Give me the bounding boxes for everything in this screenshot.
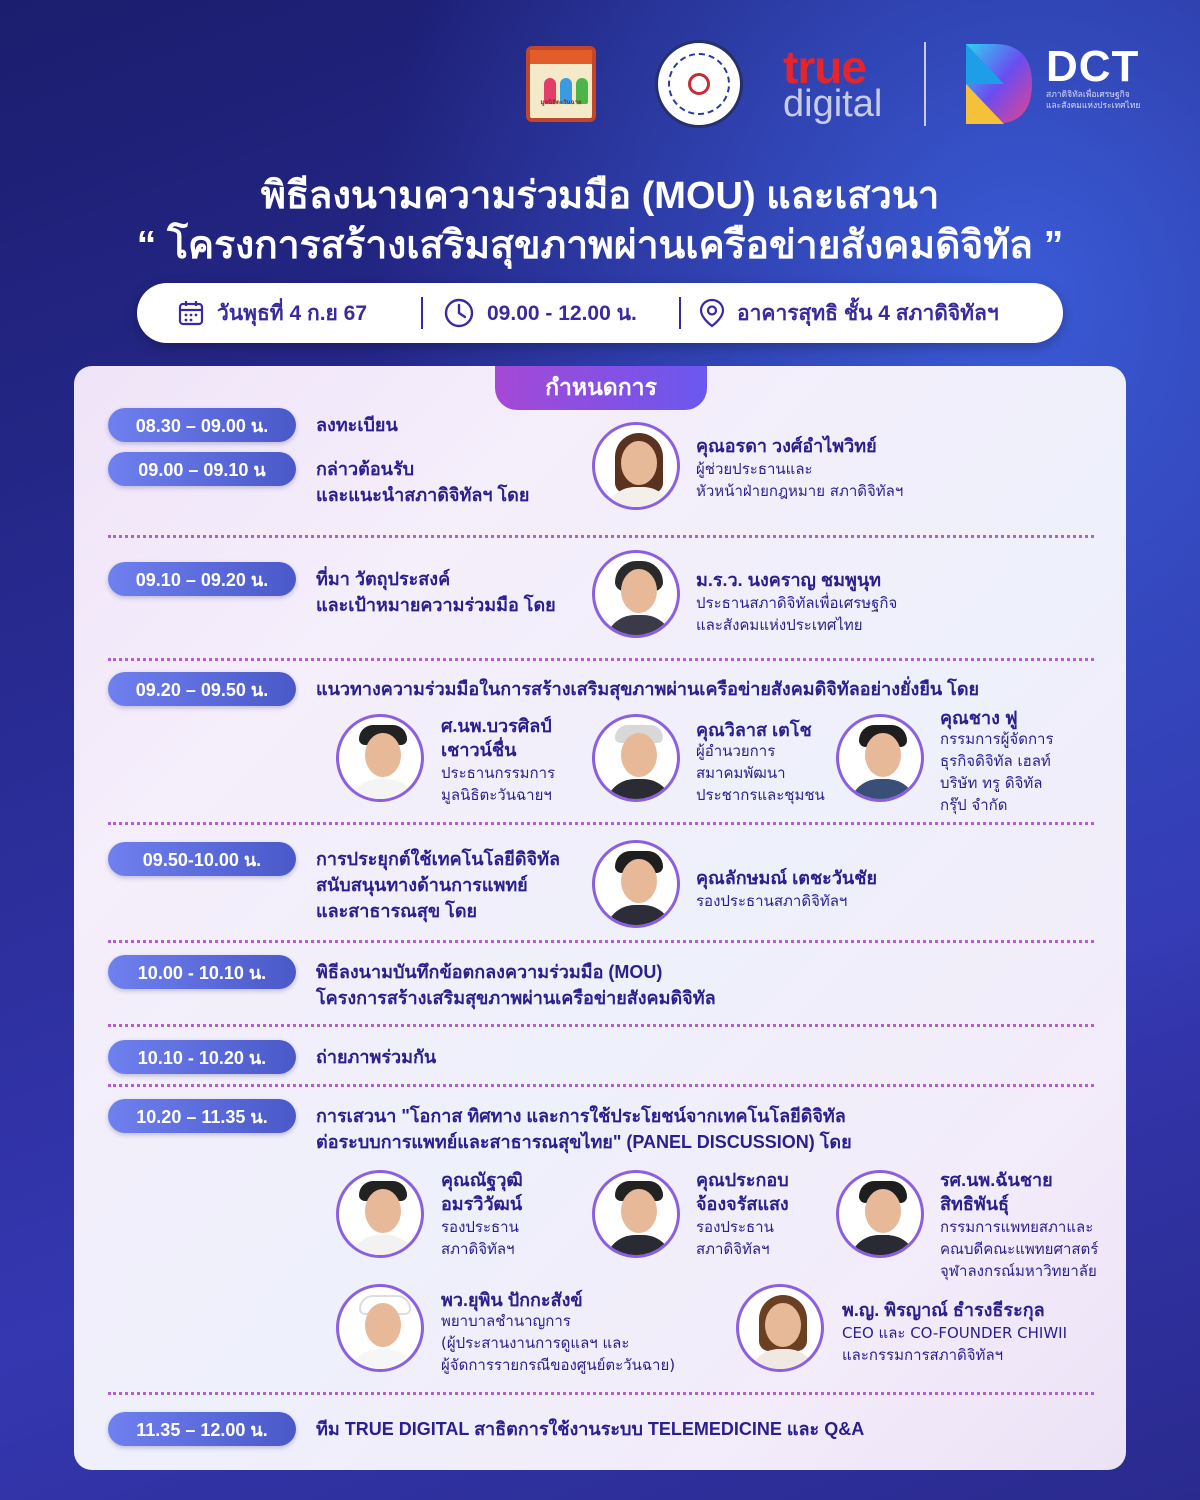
speaker-photo — [592, 422, 680, 510]
section-divider — [108, 1024, 1094, 1027]
speaker-role: และสังคมแห่งประเทศไทย — [696, 616, 863, 634]
speaker-role: คณบดีคณะแพทยศาสตร์ — [940, 1240, 1099, 1258]
event-date: วันพุธที่ 4 ก.ย 67 — [177, 283, 367, 343]
speaker-name: คุณอรดา วงศ์อำไพวิทย์ — [696, 436, 877, 456]
time-pill: 09.50-10.00 น. — [108, 842, 296, 876]
agenda-item-text: กล่าวต้อนรับ — [316, 459, 415, 479]
agenda-item-text: และสาธารณสุข โดย — [316, 901, 478, 921]
speaker-name: คุณชาง ฟู — [940, 708, 1018, 728]
agenda-item-text: การประยุกต์ใช้เทคโนโลยีดิจิทัล — [316, 849, 560, 869]
speaker-photo — [592, 840, 680, 928]
speaker-name: รศ.นพ.ฉันชาย — [940, 1170, 1053, 1190]
section-divider — [108, 822, 1094, 825]
speaker-role: มูลนิธิตะวันฉายฯ — [441, 786, 552, 804]
speaker-photo — [736, 1284, 824, 1372]
speaker-role: ประธานสภาดิจิทัลเพื่อเศรษฐกิจ — [696, 594, 898, 612]
time-pill: 10.00 - 10.10 น. — [108, 955, 296, 989]
speaker-name: คุณวิลาส เตโช — [696, 720, 812, 740]
speaker-name: เชาวน์ชื่น — [441, 740, 517, 760]
speaker-role: กรุ๊ป จำกัด — [940, 796, 1008, 814]
agenda-heading: กำหนดการ — [495, 366, 707, 410]
speaker-name: พ.ญ. พิรญาณ์ ธำรงธีระกุล — [842, 1300, 1045, 1320]
speaker-photo — [336, 1170, 424, 1258]
speaker-role: CEO และ CO-FOUNDER CHIWII — [842, 1324, 1068, 1342]
speaker-name: พว.ยุพิน ปักกะสังข์ — [441, 1290, 583, 1310]
section-divider — [108, 535, 1094, 538]
agenda-item-text: และแนะนำสภาดิจิทัลฯ โดย — [316, 485, 530, 505]
section-divider — [108, 658, 1094, 661]
speaker-role: ประธานกรรมการ — [441, 764, 556, 782]
project-title: “ โครงการสร้างเสริมสุขภาพผ่านเครือข่ายสังคมดิจิทัล ” — [136, 224, 1064, 267]
agenda-item-text: ที่มา วัตถุประสงค์ — [316, 569, 451, 589]
speaker-role: พยาบาลชำนาญการ — [441, 1312, 571, 1330]
speaker-name: ม.ร.ว. นงคราญ ชมพูนุท — [696, 570, 882, 590]
event-time: 09.00 - 12.00 น. — [443, 283, 637, 343]
agenda-item-text: แนวทางความร่วมมือในการสร้างเสริมสุขภาพผ่านเครือข่ายสังคมดิจิทัลอย่างยั่งยืน โดย — [316, 679, 980, 699]
speaker-photo — [592, 714, 680, 802]
speaker-role: สภาดิจิทัลฯ — [441, 1240, 515, 1258]
section-divider — [108, 1392, 1094, 1395]
logo-bar — [0, 38, 1200, 133]
speaker-photo — [336, 714, 424, 802]
agenda-item-text: สนับสนุนทางด้านการแพทย์ — [316, 875, 528, 895]
time-pill: 09.00 – 09.10 น — [108, 452, 296, 486]
event-location: อาคารสุทธิ ชั้น 4 สภาดิจิทัลฯ — [699, 283, 999, 343]
speaker-photo — [592, 1170, 680, 1258]
speaker-name: อมรวิวัฒน์ — [441, 1194, 523, 1214]
info-divider — [421, 297, 423, 329]
speaker-role: รองประธาน — [696, 1218, 774, 1236]
speaker-photo — [336, 1284, 424, 1372]
tawanchai-foundation-logo: มูลนิธิตะวันฉาย — [526, 46, 596, 122]
time-pill: 11.35 – 12.00 น. — [108, 1412, 296, 1446]
speaker-role: และกรรมการสภาดิจิทัลฯ — [842, 1346, 1004, 1364]
agenda-item-text: โครงการสร้างเสริมสุขภาพผ่านเครือข่ายสังคมดิจิทัล — [316, 988, 716, 1008]
time-pill: 08.30 – 09.00 น. — [108, 408, 296, 442]
agenda-item-text: ถ่ายภาพร่วมกัน — [316, 1047, 437, 1067]
section-divider — [108, 1084, 1094, 1087]
logo-divider — [924, 42, 926, 126]
speaker-name: ศ.นพ.บวรศิลป์ — [441, 716, 552, 736]
speaker-name: สิทธิพันธุ์ — [940, 1194, 1009, 1214]
time-pill: 09.20 – 09.50 น. — [108, 672, 296, 706]
speaker-name: คุณลักษมณ์ เตชะวันชัย — [696, 868, 878, 888]
speaker-role: กรรมการแพทยสภาและ — [940, 1218, 1094, 1236]
speaker-name: จ้องจรัสแสง — [696, 1194, 789, 1214]
speaker-photo — [592, 550, 680, 638]
info-divider — [679, 297, 681, 329]
speaker-role: กรรมการผู้จัดการ — [940, 730, 1054, 748]
calendar-icon — [177, 299, 205, 327]
speaker-name: คุณประกอบ — [696, 1170, 789, 1190]
speaker-role: หัวหน้าฝ่ายกฎหมาย สภาดิจิทัลฯ — [696, 482, 904, 500]
time-pill: 10.20 – 11.35 น. — [108, 1099, 296, 1133]
speaker-role: จุฬาลงกรณ์มหาวิทยาลัย — [940, 1262, 1097, 1280]
location-pin-icon — [699, 298, 725, 328]
dct-logo-text: DCT สภาดิจิทัลเพื่อเศรษฐกิจ และสังคมแห่งประเทศไทย — [1046, 42, 1141, 111]
page-title: พิธีลงนามความร่วมมือ (MOU) และเสวนา — [260, 175, 940, 217]
clock-icon — [443, 297, 475, 329]
agenda-item-text: พิธีลงนามบันทึกข้อตกลงความร่วมมือ (MOU) — [316, 962, 663, 982]
speaker-role: (ผู้ประสานงานการดูแลฯ และ — [441, 1334, 630, 1352]
speaker-role: รองประธาน — [441, 1218, 519, 1236]
dct-logo-mark — [964, 42, 1034, 126]
pda-association-logo — [655, 40, 743, 128]
speaker-role: สภาดิจิทัลฯ — [696, 1240, 770, 1258]
time-pill: 10.10 - 10.20 น. — [108, 1040, 296, 1074]
speaker-role: บริษัท ทรู ดิจิทัล — [940, 774, 1043, 792]
speaker-role: ผู้อำนวยการ — [696, 742, 776, 760]
agenda-item-text: ต่อระบบการแพทย์และสาธารณสุขไทย" (PANEL DISCUSSION) โดย — [316, 1132, 852, 1152]
agenda-item-text: การเสวนา "โอกาส ทิศทาง และการใช้ประโยชน์จากเทคโนโลยีดิจิทัล — [316, 1106, 846, 1126]
speaker-name: คุณณัฐวุฒิ — [441, 1170, 523, 1190]
speaker-photo — [836, 714, 924, 802]
agenda-item-text: และเป้าหมายความร่วมมือ โดย — [316, 595, 556, 615]
speaker-role: รองประธานสภาดิจิทัลฯ — [696, 892, 848, 910]
agenda-item-text: ลงทะเบียน — [316, 415, 398, 435]
speaker-role: ผู้จัดการรายกรณีของศูนย์ตะวันฉาย) — [441, 1356, 676, 1374]
section-divider — [108, 940, 1094, 943]
time-pill: 09.10 – 09.20 น. — [108, 562, 296, 596]
speaker-role: ผู้ช่วยประธานและ — [696, 460, 813, 478]
event-info-bar — [137, 283, 1063, 343]
speaker-role: ประชากรและชุมชน — [696, 786, 825, 804]
speaker-role: ธุรกิจดิจิทัล เฮลท์ — [940, 752, 1051, 770]
speaker-role: สมาคมพัฒนา — [696, 764, 786, 782]
speaker-photo — [836, 1170, 924, 1258]
true-digital-logo: true digital — [783, 41, 883, 125]
agenda-item-text: ทีม TRUE DIGITAL สาธิตการใช้งานระบบ TELEMEDICINE และ Q&A — [316, 1419, 865, 1439]
